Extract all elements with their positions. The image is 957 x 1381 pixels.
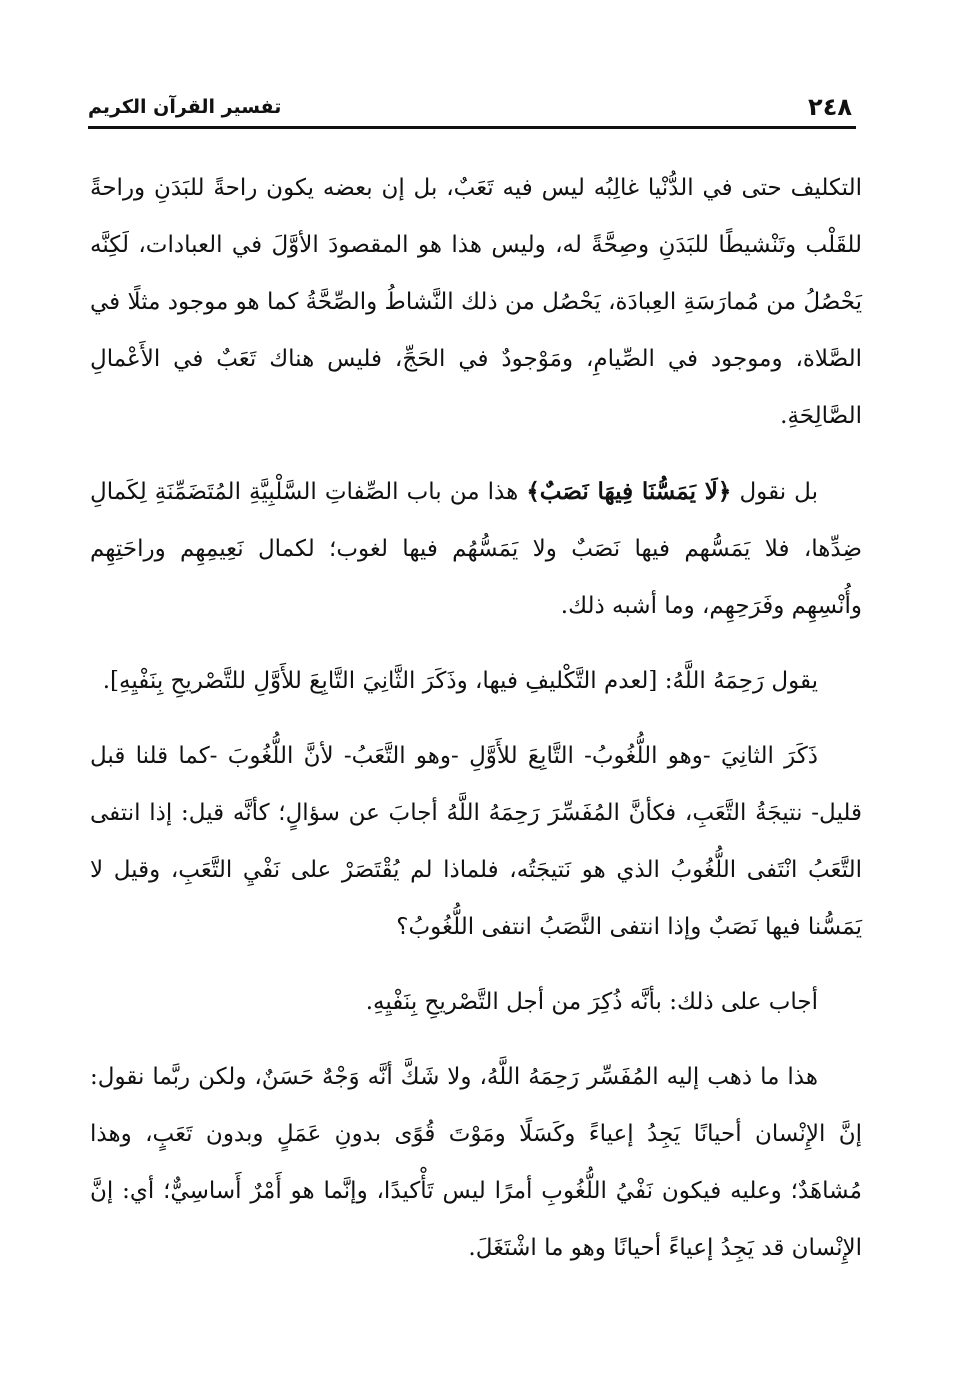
paragraph-1: التكليف حتى في الدُّنْيا غالِبُه ليس فيه تَعَبٌ، بل إن بعضه يكون راحةً للبَدَنِ وراحةً للقَلْب وتَنْشيطًا للبَدَنِ وصِحَّةً له، وليس هذا هو المقصودَ الأوَّلَ في العبادات، لَكِنَّه يَحْصُلُ من مُمارَسَةِ العِبادَة، يَحْصُل من ذلك النَّشاطُ والصِّحَّةُ كما هو موجود مثلًا في الصَّلاة، وموجود في الصِّيامِ، ومَوْجودٌ في الحَجِّ، فليس هناك تَعَبٌ في الأَعْمالِ الصَّالِحَةِ. — [90, 175, 862, 429]
paragraph-2 — [90, 463, 862, 635]
paragraph-5: أجاب على ذلك: بأنَّه ذُكِرَ من أجل التَّصْريحِ بِنَفْيِهِ. — [365, 989, 818, 1015]
running-title: تفسير القرآن الكريم — [88, 96, 282, 118]
page-number: ٢٤٨ — [808, 93, 852, 121]
paragraph-6: هذا ما ذهب إليه المُفَسِّر رَحِمَهُ اللَّهُ، ولا شَكَّ أنَّه وَجْهٌ حَسَنٌ، ولكن ربَّما نقول: إنَّ الإِنْسان أحيانًا يَجِدُ إعياءً وكَسَلًا ومَوْتَ قُوًى بدونِ عَمَلٍ وبدون تَعَبٍ، وهذا مُشاهَدٌ؛ وعليه فيكون نَفْيُ اللُّغُوبِ أمرًا ليس تَأْكيدًا، وإنَّما هو أَمْرٌ أَساسِيٌّ؛ أي: إنَّ الإِنْسان قد يَجِدُ إعياءً أحيانًا وهو ما اشْتَغَلَ. — [90, 1064, 862, 1261]
page-header — [88, 92, 852, 130]
header-rule — [88, 126, 856, 129]
paragraph-2-body: هذا من باب الصِّفاتِ السَّلْبِيَّةِ المُتَضَمِّنَةِ لِكَمالِ ضِدِّها، فلا يَمَسُّهم فيها نَصَبٌ ولا يَمَسُّهُم فيها لغوب؛ لكمال نَعِيمِهِم وراحَتِهِم وأُنْسِهِم وفَرَحِهِم، وما أشبه ذلك. — [90, 479, 862, 619]
paragraph-3: يقول رَحِمَهُ اللَّهُ: [لعدم التَّكْليفِ فيها، وذَكَرَ الثَّانِيَ التَّابِعَ للأَوَّلِ للتَّصْريحِ بِنَفْيِهِ]. — [102, 668, 818, 694]
paragraph-4: ذَكَرَ الثانِيَ -وهو اللُّغُوبُ- التَّابِعَ للأَوَّلِ -وهو التَّعَبُ- لأنَّ اللُّغُوبَ -كما قلنا قبل قليل- نتيجَةُ التَّعَبِ، فكأنَّ المُفَسِّرَ رَحِمَهُ اللَّهُ أجابَ عن سؤالٍ؛ كأنَّه قيل: إذا انتفى التَّعَبُ انْتَفى اللُّغُوبُ الذي هو نَتيجَتُه، فلماذا لم يُقْتَصَرْ على نَفْيِ التَّعَبِ، وقيل لا يَمَسُّنا فيها نَصَبٌ وإذا انتفى النَّصَبُ انتفى اللُّغُوبُ؟ — [90, 743, 862, 940]
body-text — [90, 160, 862, 1295]
paragraph-2-intro: بل نقول — [731, 479, 819, 505]
quran-verse: ﴿لَا يَمَسُّنَا فِيهَا نَصَبٌ﴾ — [526, 478, 732, 505]
